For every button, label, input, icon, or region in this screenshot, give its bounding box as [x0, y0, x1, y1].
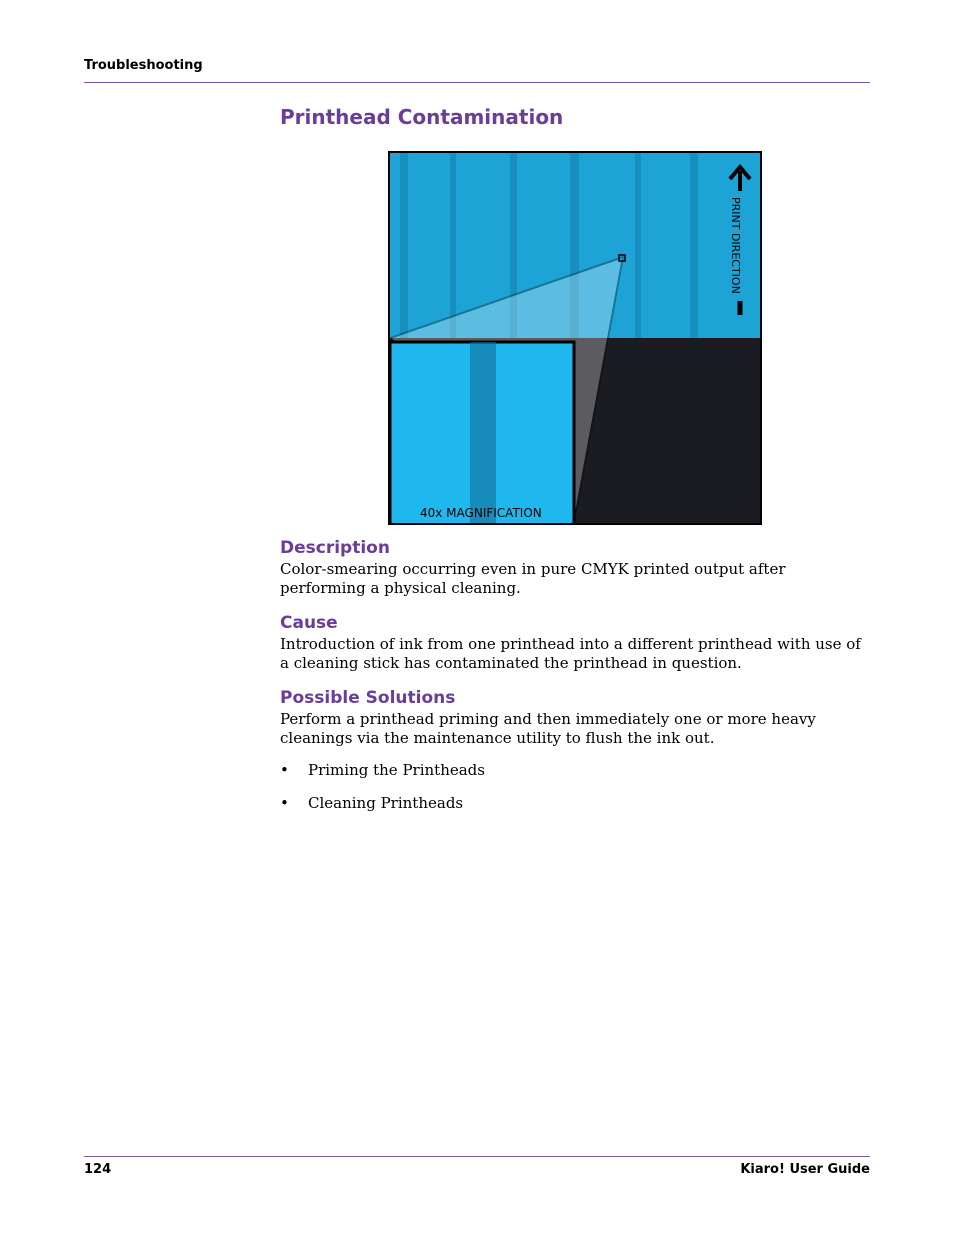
solutions-text: Perform a printhead priming and then immediately one or more heavy cleanings via the maintenance utility to flush the ink out.: [280, 710, 816, 747]
list-item[interactable]: [280, 761, 485, 780]
cause-heading: Cause: [280, 613, 338, 633]
figure-image: [390, 153, 760, 523]
page-number: 124: [84, 1162, 112, 1177]
list-item[interactable]: [280, 794, 463, 813]
print-direction-label: PRINT DIRECTION: [729, 197, 742, 294]
description-heading: Description: [280, 538, 390, 558]
solutions-heading: Possible Solutions: [280, 688, 456, 708]
running-header: Troubleshooting: [84, 58, 203, 73]
inset-smear-line: [470, 342, 496, 523]
description-text: Color-smearing occurring even in pure CMYK printed output after performing a physical cleaning.: [280, 560, 786, 597]
cause-text: Introduction of ink from one printhead into a different printhead with use of a cleaning stick has contaminated the printhead in question.: [280, 635, 861, 672]
list-item-label: Cleaning Printheads: [308, 794, 464, 812]
contamination-figure: [388, 151, 762, 525]
page-title: Printhead Contamination: [280, 105, 564, 129]
magnification-label: 40x MAGNIFICATION: [420, 506, 542, 520]
bullet-icon: •: [280, 794, 289, 812]
footer-rule: [84, 1156, 870, 1157]
bullet-icon: •: [280, 761, 289, 779]
list-item-label: Priming the Printheads: [308, 761, 485, 779]
guide-title: Kiaro! User Guide: [740, 1162, 870, 1177]
header-rule: [84, 82, 870, 83]
